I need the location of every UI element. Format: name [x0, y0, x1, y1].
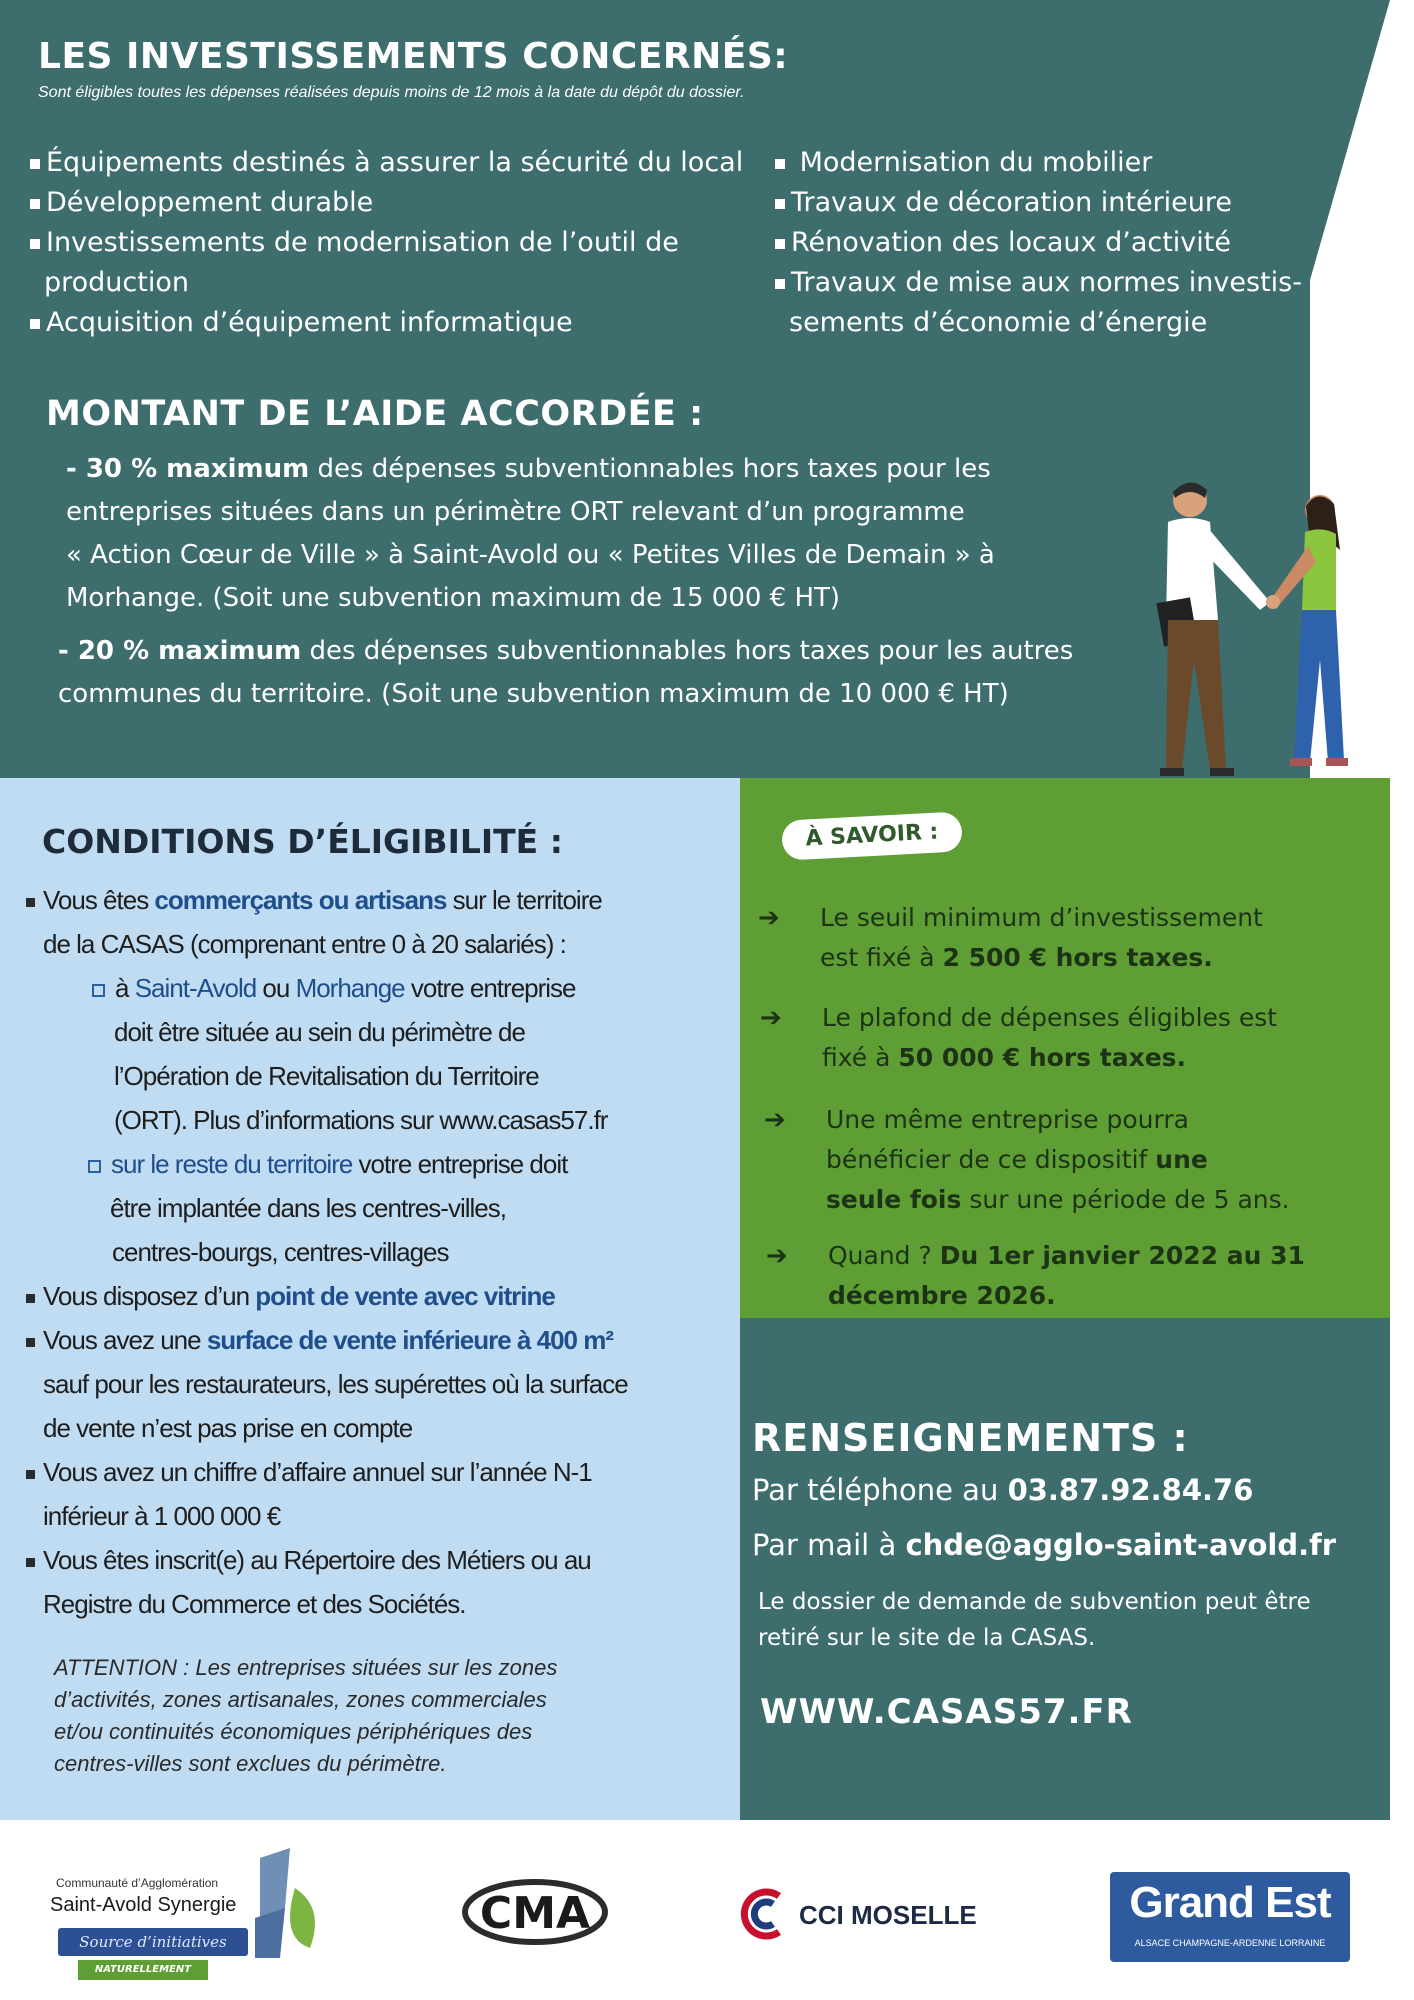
list-item: Travaux de mise aux normes investis- — [775, 263, 1335, 303]
a-savoir-badge: À SAVOIR : — [781, 811, 963, 860]
arrow-right-icon: ➔ — [766, 1241, 788, 1271]
list-item: sur le reste du territoire votre entreprise doit — [26, 1142, 736, 1186]
savoir-note-2: ➔ Le plafond de dépenses éligibles est fixé à 50 000 € hors taxes. — [822, 998, 1362, 1078]
aide-title: MONTANT DE L’AIDE ACCORDÉE : — [46, 394, 704, 434]
dossier-info: Le dossier de demande de subvention peut être retiré sur le site de la CASAS. — [758, 1589, 1311, 1651]
savoir-note-3: ➔ Une même entreprise pourra bénéficier de ce dispositif une seule fois sur une période de 5 ans. — [826, 1100, 1366, 1220]
savoir-note-4: ➔ Quand ? Du 1er janvier 2022 au 31 décembre 2026. — [828, 1236, 1368, 1316]
handshake-illustration — [1130, 470, 1370, 800]
attention-note: ATTENTION : Les entreprises situées sur les zones d’activités, zones artisanales, zones commerciales et/ou continuités économiques périphériques des centres-villes sont exclues du périmètre. — [54, 1655, 558, 1776]
investissements-subtitle: Sont éligibles toutes les dépenses réalisées depuis moins de 12 mois à la date du dépôt du dossier. — [38, 84, 745, 101]
list-item: Vous êtes commerçants ou artisans sur le territoire — [26, 878, 736, 922]
investissements-left-list — [30, 143, 770, 343]
list-item: Investissements de modernisation de l’outil de — [30, 223, 770, 263]
grand-est-logo: Grand Est ALSACE CHAMPAGNE-ARDENNE LORRAINE — [1110, 1872, 1350, 1962]
phone-number[interactable]: 03.87.92.84.76 — [1007, 1473, 1254, 1507]
list-item: Vous avez une surface de vente inférieure à 400 m² — [26, 1318, 736, 1362]
renseignements-title: RENSEIGNEMENTS : — [752, 1416, 1189, 1460]
list-item: Vous avez un chiffre d’affaire annuel sur l’année N-1 — [26, 1450, 736, 1494]
arrow-right-icon: ➔ — [764, 1105, 786, 1135]
investissements-title: LES INVESTISSEMENTS CONCERNÉS: — [38, 36, 789, 77]
arrow-right-icon: ➔ — [760, 1003, 782, 1033]
cci-logo: CCI MOSELLE — [735, 1886, 1005, 1946]
cma-logo — [460, 1870, 610, 1950]
list-item: sements d’économie d’énergie — [789, 307, 1208, 338]
email-link[interactable]: chde@agglo-saint-avold.fr — [905, 1528, 1337, 1562]
website-link[interactable]: WWW.CASAS57.FR — [760, 1692, 1133, 1732]
conditions-list: Vous êtes commerçants ou artisans sur le territoire de la CASAS (comprenant entre 0 à 20 salariés) : à Saint-Avold ou Morhange votre entreprise doit être située au sein du périmètre de l’Opération de Revitalisation du Territoire (ORT). Plus d’informations sur www.casas57.fr sur le reste du territoire votre entreprise doit être implantée dans les centres-villes, centres-bourgs, centres-villages Vous disposez d’un point de vente avec vitrine Vous avez une surface de vente inférieure à 400 m² sauf pour les restaurateurs, les supérettes où la surface de vente n’est pas prise en compte Vous avez un chiffre d’affaire annuel sur l’année N-1 inférieur à 1 000 000 € Vous êtes inscrit(e) au Répertoire des Métiers ou au Registre du Commerce et des Sociétés. — [26, 878, 736, 1626]
aide-paragraph-2: - 20 % maximum des dépenses subventionnables hors taxes pour les autres communes du territoire. (Soit une subvention maximum de 10 000 € HT) — [58, 636, 1074, 709]
conditions-title: CONDITIONS D’ÉLIGIBILITÉ : — [42, 822, 563, 861]
leaf-icon — [250, 1848, 330, 1968]
list-item: production — [44, 267, 189, 298]
casas-logo: Communauté d’Agglomération Saint-Avold Synergie Source d’initiatives NATURELLEMENT — [50, 1836, 330, 1986]
renseignements-panel — [740, 1318, 1390, 1820]
cci-emblem-icon — [735, 1886, 791, 1942]
arrow-right-icon: ➔ — [758, 903, 780, 933]
phone-line: Par téléphone au 03.87.92.84.76 — [752, 1473, 1254, 1507]
svg-text:CMA: CMA — [479, 1888, 591, 1939]
savoir-note-1: ➔ Le seuil minimum d’investissement est fixé à 2 500 € hors taxes. — [820, 898, 1360, 978]
list-item: à Saint-Avold ou Morhange votre entreprise — [26, 966, 736, 1010]
list-item: Modernisation du mobilier — [775, 143, 1335, 183]
list-item: Acquisition d’équipement informatique — [30, 303, 770, 343]
list-item: Vous disposez d’un point de vente avec vitrine — [26, 1274, 736, 1318]
list-item: Travaux de décoration intérieure — [775, 183, 1335, 223]
list-item: Vous êtes inscrit(e) au Répertoire des Métiers ou au — [26, 1538, 736, 1582]
mail-line: Par mail à chde@agglo-saint-avold.fr — [752, 1528, 1337, 1562]
list-item: Équipements destinés à assurer la sécurité du local — [30, 143, 770, 183]
cma-emblem-icon — [460, 1870, 610, 1950]
investissements-right-list — [775, 143, 1335, 343]
list-item: Rénovation des locaux d’activité — [775, 223, 1335, 263]
list-item: Développement durable — [30, 183, 770, 223]
aide-paragraph-1: - 30 % maximum des dépenses subventionnables hors taxes pour les entreprises situées dans un périmètre ORT relevant d’un programme « Action Cœur de Ville » à Saint-Avold ou « Petites Villes de Demain » à Morhange. (Soit une subvention maximum de 15 000 € HT) — [66, 454, 995, 613]
